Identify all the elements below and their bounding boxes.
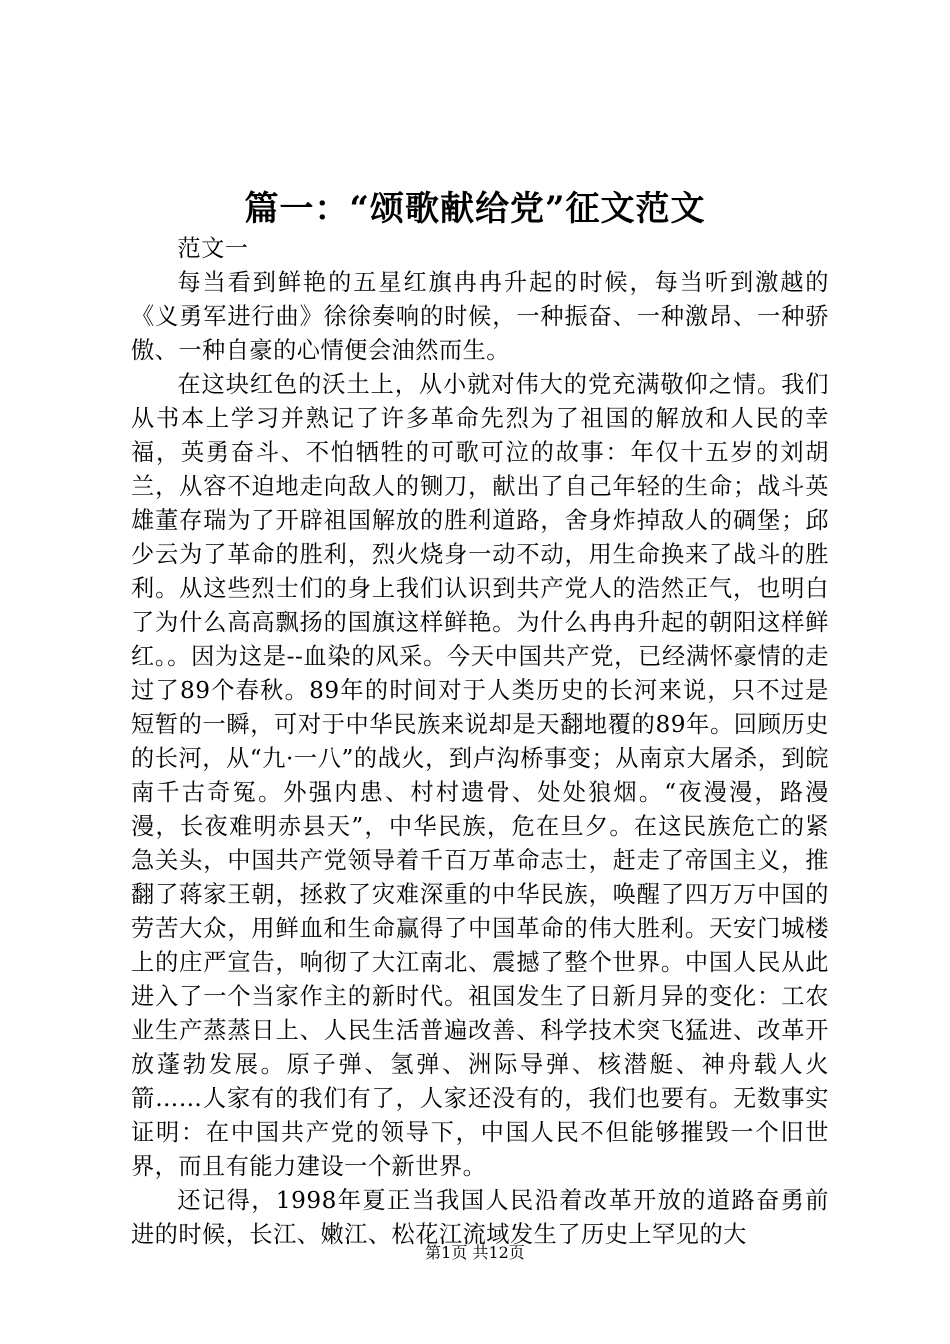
page-footer: 第1页 共12页 [425, 1243, 525, 1262]
paragraph: 每当看到鲜艳的五星红旗冉冉升起的时候，每当听到激越的《义勇军进行曲》徐徐奏响的时候，一种振奋、一种激昂、一种骄傲、一种自豪的心情便会油然而生。 [131, 269, 829, 364]
document-body [131, 232, 829, 1252]
paragraph: 范文一 [177, 235, 249, 262]
document-title: 篇一：“颂歌献给党”征文范文 [244, 189, 706, 229]
paragraph: 还记得，1998年夏正当我国人民沿着改革开放的道路奋勇前进的时候，长江、嫩江、松花江流域发生了历史上罕见的大 [131, 1187, 829, 1248]
paragraph: 在这块红色的沃土上，从小就对伟大的党充满敬仰之情。我们从书本上学习并熟记了许多革命先烈为了祖国的解放和人民的幸福，英勇奋斗、不怕牺牲的可歌可泣的故事：年仅十五岁的刘胡兰，从容不迫地走向敌人的铡刀，献出了自己年轻的生命；战斗英雄董存瑞为了开辟祖国解放的胜利道路，舍身炸掉敌人的碉堡；邱少云为了革命的胜利，烈火烧身一动不动，用生命换来了战斗的胜利。从这些烈士们的身上我们认识到共产党人的浩然正气，也明白了为什么高高飘扬的国旗这样鲜艳。为什么冉冉升起的朝阳这样鲜红。。因为这是--血染的风采。今天中国共产党，已经满怀豪情的走过了89个春秋。89年的时间对于人类历史的长河来说，只不过是短暂的一瞬，可对于中华民族来说却是天翻地覆的89年。回顾历史的长河，从“九·一八”的战火，到卢沟桥事变；从南京大屠杀，到皖南千古奇冤。外强内患、村村遗骨、处处狼烟。“夜漫漫，路漫漫，长夜难明赤县天”，中华民族，危在旦夕。在这民族危亡的紧急关头，中国共产党领导着千百万革命志士，赶走了帝国主义，推翻了蒋家王朝，拯救了灾难深重的中华民族，唤醒了四万万中国的劳苦大众，用鲜血和生命赢得了中国革命的伟大胜利。天安门城楼上的庄严宣告，响彻了大江南北、震撼了整个世界。中国人民从此进入了一个当家作主的新时代。祖国发生了日新月异的变化：工农业生产蒸蒸日上、人民生活普遍改善、科学技术突飞猛进、改革开放蓬勃发展。原子弹、氢弹、洲际导弹、核潜艇、神舟载人火箭……人家有的我们有了，人家还没有的，我们也要有。无数事实证明：在中国共产党的领导下，中国人民不但能够摧毁一个旧世界，而且有能力建设一个新世界。 [131, 371, 829, 1180]
